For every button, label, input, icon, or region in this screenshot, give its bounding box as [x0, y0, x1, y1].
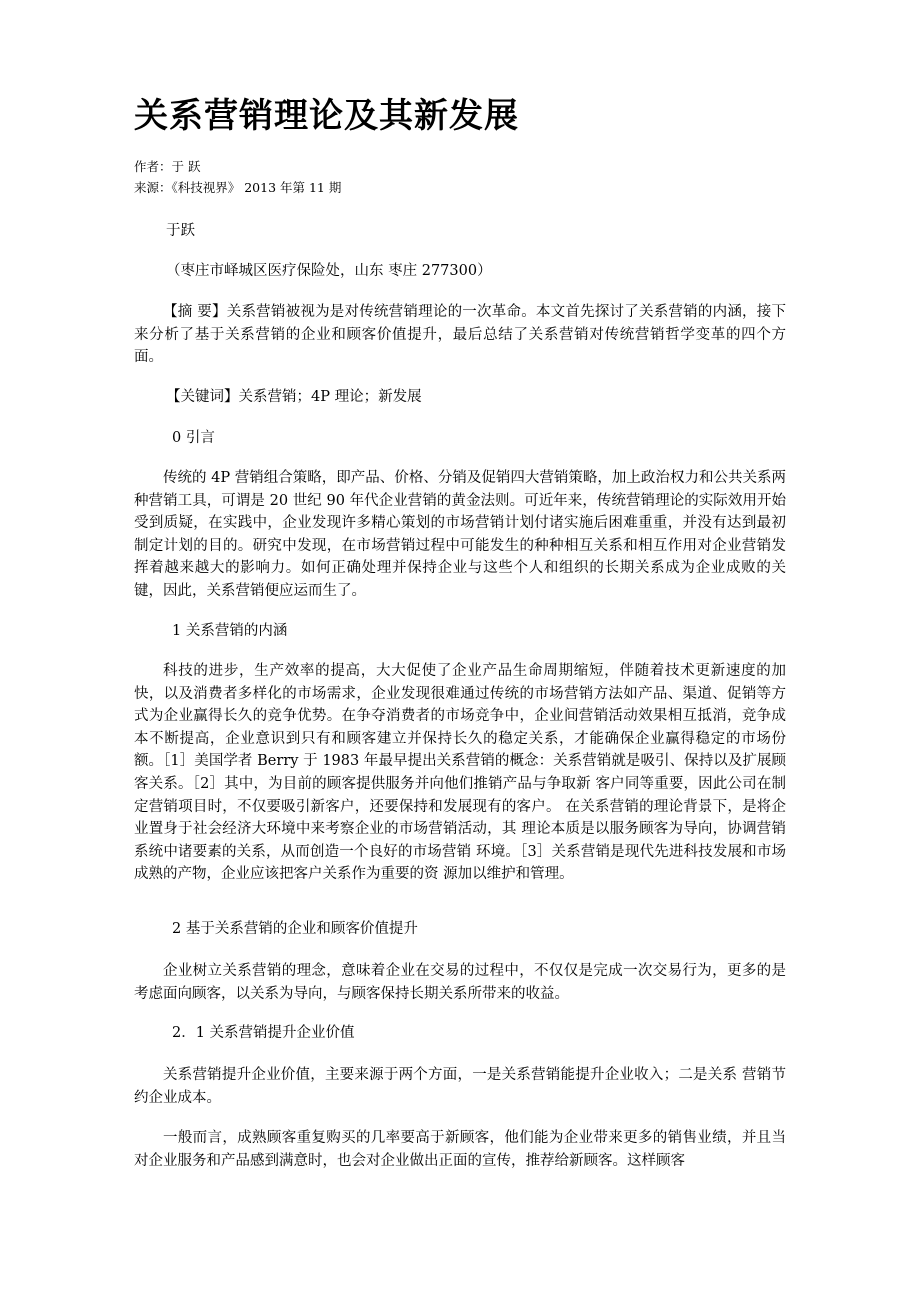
author-line: 作者：于 跃	[134, 159, 201, 174]
section-1-heading: 1 关系营销的内涵	[172, 623, 288, 639]
section-2-1-paragraph-2: 一般而言，成熟顾客重复购买的几率要高于新顾客，他们能为企业带来更多的销售业绩，并且当对企业服务和产品感到满意时，也会对企业做出正面的宣传，推荐给新顾客。这样顾客	[134, 1130, 786, 1169]
section-2-heading: 2 基于关系营销的企业和顾客价值提升	[172, 921, 418, 937]
author-name: 于跃	[166, 223, 195, 239]
source-line: 来源：《科技视界》 2013 年第 11 期	[134, 180, 342, 195]
keywords: 【关键词】关系营销；4P 理论；新发展	[166, 389, 422, 405]
section-0-heading: 0 引言	[172, 430, 215, 446]
document-title: 关系营销理论及其新发展	[134, 96, 519, 136]
section-0-paragraph: 传统的 4P 营销组合策略，即产品、价格、分销及促销四大营销策略，加上政治权力和公共关系两种营销工具，可谓是 20 世纪 90 年代企业营销的黄金法则。可近年来，传统营销理论的实际效用开始受到质疑，在实践中，企业发现许多精心策划的市场营销计划付诸实施后困难重重，并没有达到最初制定计划的目的。研究中发现，在市场营销过程中可能发生的种种相互关系和相互作用对企业营销发挥着越来越大的影响力。如何正确处理并保持企业与这些个人和组织的长期关系成为企业成败的关键，因此，关系营销便应运而生了。	[134, 470, 786, 599]
section-2-paragraph: 企业树立关系营销的理念，意味着企业在交易的过程中，不仅仅是完成一次交易行为，更多的是考虑面向顾客，以关系为导向，与顾客保持长期关系所带来的收益。	[134, 963, 786, 1002]
section-1-paragraph: 科技的进步，生产效率的提高，大大促使了企业产品生命周期缩短，伴随着技术更新速度的加快，以及消费者多样化的市场需求，企业发现很难通过传统的市场营销方法如产品、渠道、促销等方式为企业赢得长久的竞争优势。在争夺消费者的市场竞争中，企业间营销活动效果相互抵消，竞争成本不断提高，企业意识到只有和顾客建立并保持长久的稳定关系，才能确保企业赢得稳定的市场份额。［1］美国学者 Berry 于 1983 年最早提出关系营销的概念：关系营销就是吸引、保持以及扩展顾客关系。［2］其中，为目前的顾客提供服务并向他们推销产品与争取新 客户同等重要，因此公司在制定营销项目时，不仅要吸引新客户，还要保持和发展现有的客户。 在关系营销的理论背景下，是将企业置身于社会经济大环境中来考察企业的市场营销活动，其 理论本质是以服务顾客为导向，协调营销系统中诸要素的关系，从而创造一个良好的市场营销 环境。［3］关系营销是现代先进科技发展和市场成熟的产物，企业应该把客户关系作为重要的资 源加以维护和管理。	[134, 663, 786, 883]
abstract: 【摘 要】关系营销被视为是对传统营销理论的一次革命。本文首先探讨了关系营销的内涵，接下来分析了基于关系营销的企业和顾客价值提升，最后总结了关系营销对传统营销哲学变革的四个方面。	[134, 304, 786, 366]
section-2-1-paragraph: 关系营销提升企业价值，主要来源于两个方面，一是关系营销能提升企业收入；二是关系 营销节约企业成本。	[134, 1067, 786, 1106]
author-affiliation: （枣庄市峄城区医疗保险处，山东 枣庄 277300）	[166, 263, 492, 279]
section-2-1-heading: 2．1 关系营销提升企业价值	[172, 1025, 355, 1041]
